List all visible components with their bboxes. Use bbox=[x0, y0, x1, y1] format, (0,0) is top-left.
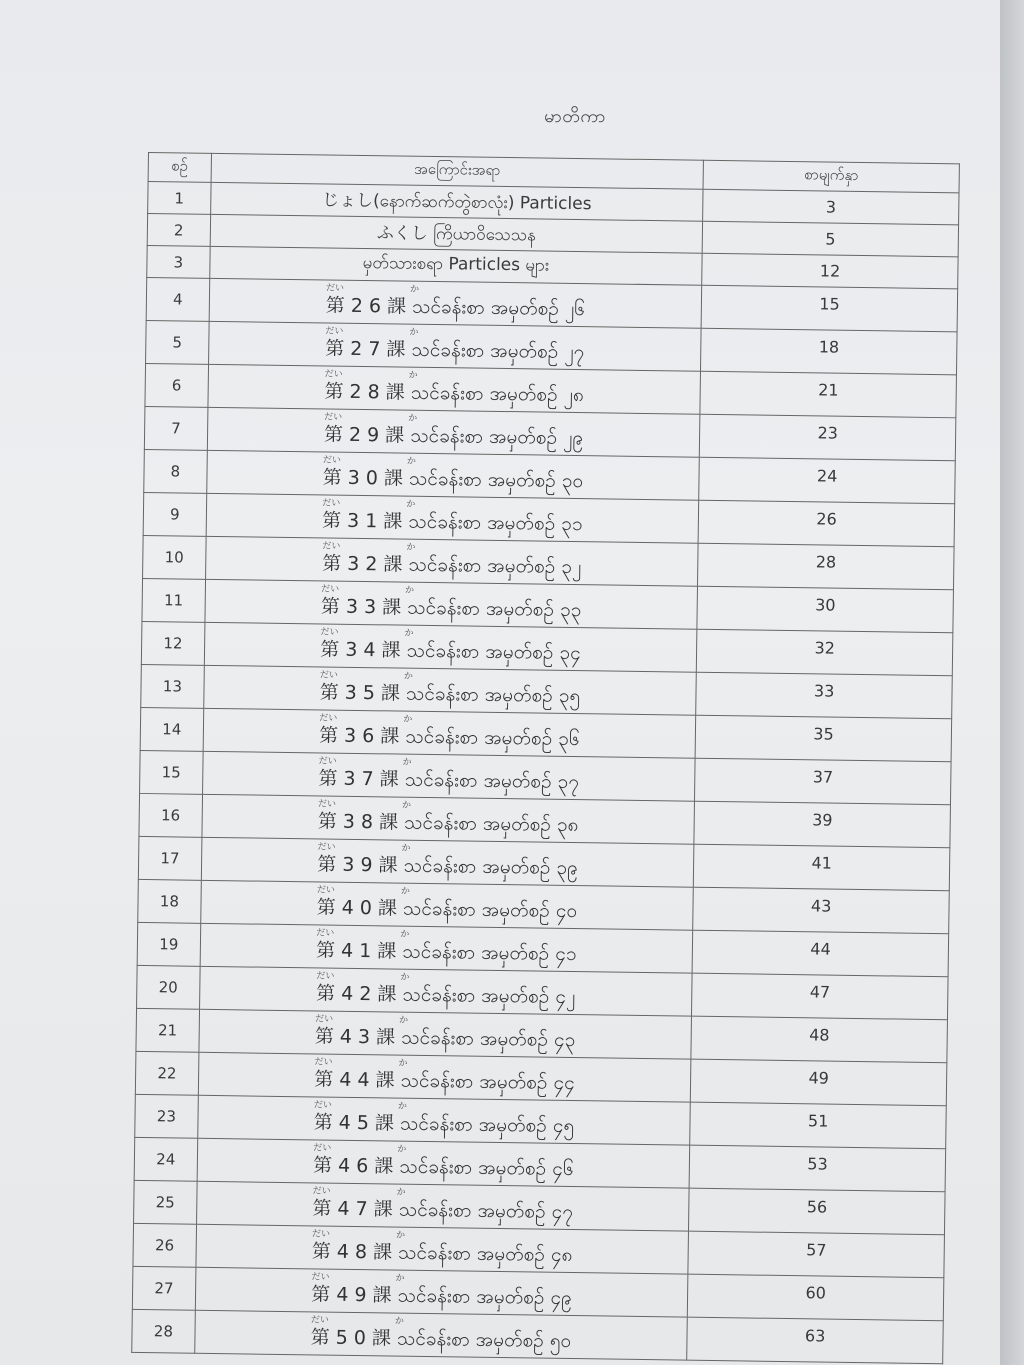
lesson-title bbox=[316, 970, 576, 1013]
row-page-cell bbox=[698, 543, 954, 590]
furigana-dai: だい bbox=[313, 1142, 332, 1154]
row-topic-cell bbox=[195, 1267, 688, 1317]
furigana-dai: だい bbox=[316, 884, 335, 896]
furigana-ka: か bbox=[409, 327, 419, 338]
furigana-ka: か bbox=[406, 542, 416, 553]
furigana-ka: か bbox=[403, 714, 413, 725]
row-topic-cell bbox=[208, 364, 701, 414]
row-page: 41 bbox=[811, 852, 833, 873]
row-topic: 第 3 5 課 သင်ခန်းစာ အမှတ်စဉ် ၃၅ bbox=[319, 680, 581, 707]
furigana-ka: か bbox=[394, 1316, 404, 1327]
row-number: 25 bbox=[134, 1180, 197, 1224]
row-topic-cell bbox=[196, 1181, 689, 1231]
furigana-dai: だい bbox=[316, 927, 335, 939]
furigana-dai: だい bbox=[322, 497, 341, 509]
lesson-title bbox=[312, 1185, 573, 1228]
row-topic: 第 3 2 課 သင်ခန်းစာ အမှတ်စဉ် ၃၂ bbox=[322, 551, 582, 578]
furigana-ka: か bbox=[398, 1058, 408, 1069]
row-topic-cell bbox=[202, 794, 695, 844]
row-topic: 第 2 9 課 သင်ခန်းစာ အမှတ်စဉ် ၂၉ bbox=[323, 422, 584, 449]
furigana-dai: だい bbox=[311, 1228, 331, 1240]
row-page-cell bbox=[694, 801, 950, 848]
row-page: 53 bbox=[807, 1153, 828, 1174]
row-number: 28 bbox=[132, 1309, 195, 1353]
row-page: 51 bbox=[807, 1110, 829, 1131]
row-topic: 第 3 6 課 သင်ခန်းစာ အမှတ်စဉ် ၃၆ bbox=[318, 723, 580, 750]
row-topic-cell bbox=[203, 708, 696, 758]
row-topic: 第 3 0 課 သင်ခန်းစာ အမှတ်စဉ် ၃၀ bbox=[322, 465, 584, 492]
row-topic-cell bbox=[199, 1009, 692, 1059]
row-topic: 第 3 8 課 သင်ခန်းစာ အမှတ်စဉ် ၃၈ bbox=[317, 809, 579, 836]
lesson-title bbox=[318, 798, 579, 841]
row-topic: 第 4 8 課 သင်ခန်းစာ အမှတ်စဉ် ၄၈ bbox=[311, 1239, 573, 1266]
lesson-title bbox=[318, 755, 579, 798]
row-page: 63 bbox=[804, 1325, 826, 1346]
row-topic: ふくし ကြိယာဝိသေသန bbox=[210, 214, 703, 253]
row-topic-cell bbox=[199, 966, 692, 1016]
row-page-cell bbox=[695, 715, 951, 762]
furigana-ka: か bbox=[399, 1015, 409, 1026]
row-number: 13 bbox=[141, 664, 204, 708]
lesson-title bbox=[322, 497, 583, 540]
row-topic-cell bbox=[203, 665, 696, 715]
row-number: 14 bbox=[140, 707, 203, 751]
row-number: 17 bbox=[138, 836, 201, 880]
row-page: 37 bbox=[812, 766, 834, 787]
furigana-ka: か bbox=[403, 671, 413, 682]
lesson-title bbox=[316, 884, 577, 927]
furigana-ka: か bbox=[396, 1187, 406, 1198]
lesson-title bbox=[325, 325, 585, 368]
row-number: 24 bbox=[134, 1137, 197, 1181]
row-page-cell bbox=[700, 414, 956, 461]
lesson-title bbox=[321, 583, 582, 626]
row-page: 56 bbox=[806, 1196, 828, 1217]
row-page: 12 bbox=[702, 253, 958, 289]
lesson-title bbox=[324, 368, 584, 411]
furigana-dai: だい bbox=[325, 282, 345, 294]
row-number: 4 bbox=[146, 277, 209, 321]
row-topic: 第 4 4 課 သင်ခန်းစာ အမှတ်စဉ် ၄၄ bbox=[314, 1067, 575, 1094]
row-page-cell bbox=[700, 371, 956, 418]
row-page-cell bbox=[701, 328, 957, 375]
page-edge-shadow bbox=[1000, 0, 1024, 1365]
furigana-ka: か bbox=[395, 1273, 405, 1284]
row-page-cell bbox=[696, 672, 952, 719]
row-page-cell bbox=[691, 1059, 947, 1106]
row-number: 9 bbox=[143, 492, 206, 536]
row-page-cell bbox=[699, 457, 955, 504]
row-number: 12 bbox=[141, 621, 204, 665]
row-page-cell bbox=[690, 1102, 946, 1149]
row-number: 18 bbox=[138, 879, 201, 923]
row-topic: 第 4 9 課 သင်ခန်းစာ အမှတ်စဉ် ၄၉ bbox=[311, 1282, 572, 1309]
furigana-ka: か bbox=[397, 1101, 407, 1112]
row-topic: 第 4 7 課 သင်ခန်းစာ အမှတ်စဉ် ၄၇ bbox=[312, 1196, 574, 1223]
row-page: 44 bbox=[810, 938, 831, 959]
row-number: 26 bbox=[133, 1223, 196, 1267]
lesson-title bbox=[319, 669, 580, 712]
furigana-dai: だい bbox=[317, 798, 337, 810]
row-topic: 第 5 0 課 သင်ခန်းစာ အမှတ်စဉ် ၅၀ bbox=[310, 1325, 572, 1352]
furigana-ka: か bbox=[395, 1230, 406, 1241]
lesson-title bbox=[315, 1013, 576, 1056]
row-topic: 第 4 1 課 သင်ခန်းစာ အမှတ်စဉ် ၄၁ bbox=[315, 938, 577, 965]
lesson-title bbox=[322, 540, 582, 583]
row-number: 10 bbox=[143, 535, 206, 579]
row-page: 21 bbox=[818, 379, 839, 400]
row-page: 18 bbox=[818, 336, 840, 357]
lesson-title bbox=[312, 1228, 573, 1271]
furigana-dai: だい bbox=[321, 583, 340, 595]
furigana-ka: か bbox=[401, 800, 412, 811]
row-topic-cell bbox=[201, 837, 694, 887]
lesson-title bbox=[324, 411, 584, 454]
row-topic-cell bbox=[207, 407, 700, 457]
furigana-dai: だい bbox=[314, 1056, 333, 1068]
row-topic-cell bbox=[197, 1138, 690, 1188]
furigana-dai: だい bbox=[315, 1013, 334, 1025]
lesson-title bbox=[322, 454, 583, 497]
row-page-cell bbox=[693, 887, 949, 934]
row-page: 30 bbox=[815, 594, 836, 615]
row-page-cell bbox=[692, 930, 948, 977]
contents-table bbox=[131, 152, 960, 1364]
row-page: 32 bbox=[814, 637, 836, 658]
lesson-title bbox=[320, 626, 581, 669]
row-topic: မှတ်သားစရာ Particles များ bbox=[209, 246, 702, 285]
furigana-ka: か bbox=[402, 757, 412, 768]
lesson-title bbox=[326, 282, 586, 325]
furigana-ka: か bbox=[405, 585, 415, 596]
row-page-cell bbox=[698, 500, 954, 547]
row-page-cell bbox=[688, 1274, 944, 1321]
row-topic: 第 4 6 課 သင်ခန်းစာ အမှတ်စဉ် ၄၆ bbox=[312, 1153, 574, 1180]
row-page: 15 bbox=[819, 293, 840, 314]
row-topic: 第 4 2 課 သင်ခန်းစာ အမှတ်စဉ် ၄၂ bbox=[315, 981, 576, 1008]
row-page: 43 bbox=[810, 895, 832, 916]
row-number: 3 bbox=[147, 245, 210, 278]
row-topic: 第 3 3 課 သင်ခန်းစာ အမှတ်စဉ် ၃၃ bbox=[320, 594, 582, 621]
row-topic: 第 4 5 課 သင်ခန်းစာ အမှတ်စဉ် ၄၅ bbox=[313, 1110, 575, 1137]
furigana-ka: か bbox=[408, 370, 418, 381]
row-page-cell bbox=[697, 586, 953, 633]
furigana-dai: だい bbox=[324, 368, 343, 380]
row-number: 21 bbox=[136, 1008, 199, 1052]
lesson-title bbox=[316, 927, 577, 970]
row-topic-cell bbox=[194, 1310, 687, 1360]
furigana-dai: だい bbox=[313, 1099, 332, 1111]
furigana-ka: か bbox=[404, 628, 414, 639]
table-body bbox=[132, 182, 959, 1364]
row-topic: 第 2 8 課 သင်ခန်းစာ အမှတ်စဉ် ၂၈ bbox=[324, 379, 584, 406]
row-topic-cell bbox=[196, 1224, 689, 1274]
furigana-dai: だい bbox=[322, 454, 341, 466]
row-page-cell bbox=[697, 629, 953, 676]
row-page-cell bbox=[701, 285, 957, 332]
row-number: 23 bbox=[135, 1094, 198, 1138]
furigana-dai: だい bbox=[324, 411, 343, 423]
furigana-dai: だい bbox=[319, 669, 338, 681]
row-topic: 第 3 9 課 သင်ခန်းစာ အမှတ်စဉ် ၃၉ bbox=[317, 852, 578, 879]
row-page: 57 bbox=[806, 1239, 827, 1260]
furigana-dai: だい bbox=[322, 540, 341, 552]
row-number: 20 bbox=[137, 965, 200, 1009]
row-number: 2 bbox=[147, 214, 210, 247]
furigana-ka: か bbox=[406, 456, 416, 467]
furigana-dai: だい bbox=[312, 1185, 331, 1197]
furigana-ka: か bbox=[409, 284, 420, 295]
lesson-title bbox=[310, 1314, 571, 1357]
furigana-dai: だい bbox=[319, 712, 338, 724]
row-page-cell bbox=[691, 1016, 947, 1063]
row-page: 60 bbox=[805, 1282, 827, 1303]
header-topic: အကြောင်းအရာ bbox=[211, 153, 704, 189]
row-page: 39 bbox=[812, 809, 833, 830]
row-topic-cell bbox=[208, 321, 701, 371]
row-topic: 第 2 6 課 သင်ခန်းစာ အမှတ်စဉ် ၂၆ bbox=[325, 293, 586, 320]
row-page: 5 bbox=[702, 221, 958, 257]
row-topic: じょし(နောက်ဆက်တွဲစာလုံး) Particles bbox=[210, 182, 703, 221]
furigana-dai: だい bbox=[318, 755, 337, 767]
header-page: စာမျက်နှာ bbox=[703, 160, 959, 193]
row-topic-cell bbox=[206, 493, 699, 543]
furigana-dai: だい bbox=[311, 1271, 330, 1283]
furigana-ka: か bbox=[397, 1144, 407, 1155]
row-page-cell bbox=[689, 1145, 945, 1192]
row-page: 49 bbox=[808, 1067, 830, 1088]
furigana-dai: だい bbox=[310, 1314, 329, 1326]
lesson-title bbox=[314, 1056, 575, 1099]
lesson-title bbox=[313, 1142, 574, 1185]
row-topic-cell bbox=[205, 536, 698, 586]
row-topic-cell bbox=[200, 880, 693, 930]
furigana-dai: だい bbox=[320, 626, 339, 638]
row-page-cell bbox=[695, 758, 951, 805]
row-number: 22 bbox=[135, 1051, 198, 1095]
furigana-ka: か bbox=[408, 413, 418, 424]
row-page: 3 bbox=[703, 189, 959, 225]
row-number: 5 bbox=[146, 320, 209, 364]
row-topic: 第 3 1 課 သင်ခန်းစာ အမှတ်စဉ် ၃၁ bbox=[321, 508, 583, 535]
row-topic: 第 4 0 課 သင်ခန်းစာ အမှတ်စဉ် ၄၀ bbox=[316, 895, 578, 922]
row-topic: 第 4 3 課 သင်ခန်းစာ အမှတ်စဉ် ၄၃ bbox=[314, 1024, 576, 1051]
row-number: 7 bbox=[144, 406, 207, 450]
page-title: မာတိကာ bbox=[544, 106, 606, 127]
furigana-ka: か bbox=[400, 929, 410, 940]
row-topic-cell bbox=[198, 1052, 691, 1102]
row-page-cell bbox=[688, 1231, 944, 1278]
lesson-title bbox=[319, 712, 580, 755]
row-number: 8 bbox=[144, 449, 207, 493]
furigana-ka: か bbox=[401, 843, 411, 854]
lesson-title bbox=[317, 841, 578, 884]
row-topic-cell bbox=[209, 278, 702, 328]
furigana-dai: だい bbox=[317, 841, 336, 853]
row-topic-cell bbox=[206, 450, 699, 500]
row-page: 24 bbox=[816, 465, 838, 486]
row-page: 35 bbox=[813, 723, 834, 744]
furigana-ka: か bbox=[406, 499, 416, 510]
furigana-ka: か bbox=[400, 972, 410, 983]
row-number: 16 bbox=[139, 793, 202, 837]
row-topic-cell bbox=[204, 622, 697, 672]
furigana-ka: か bbox=[400, 886, 410, 897]
header-no: စဉ် bbox=[148, 153, 211, 183]
row-topic: 第 3 4 課 သင်ခန်းစာ အမှတ်စဉ် ၃၄ bbox=[320, 637, 581, 664]
row-number: 27 bbox=[132, 1266, 195, 1310]
furigana-dai: だい bbox=[325, 325, 344, 337]
row-number: 1 bbox=[148, 182, 211, 215]
row-topic: 第 3 7 課 သင်ခန်းစာ အမှတ်စဉ် ၃၇ bbox=[318, 766, 580, 793]
row-page-cell bbox=[689, 1188, 945, 1235]
row-number: 11 bbox=[142, 578, 205, 622]
row-topic: 第 2 7 課 သင်ခန်းစာ အမှတ်စဉ် ၂၇ bbox=[325, 336, 585, 363]
row-page: 23 bbox=[817, 422, 839, 443]
row-page-cell bbox=[692, 973, 948, 1020]
row-topic-cell bbox=[202, 751, 695, 801]
row-page: 33 bbox=[813, 680, 835, 701]
row-page-cell bbox=[694, 844, 950, 891]
row-number: 6 bbox=[145, 363, 208, 407]
row-number: 19 bbox=[137, 922, 200, 966]
row-page-cell bbox=[687, 1317, 943, 1364]
row-topic-cell bbox=[205, 579, 698, 629]
row-topic-cell bbox=[200, 923, 693, 973]
row-page: 26 bbox=[816, 508, 837, 529]
row-page: 48 bbox=[809, 1024, 830, 1045]
row-number: 15 bbox=[140, 750, 203, 794]
furigana-dai: だい bbox=[316, 970, 335, 982]
row-topic-cell bbox=[197, 1095, 690, 1145]
row-page: 47 bbox=[809, 981, 831, 1002]
lesson-title bbox=[313, 1099, 574, 1142]
row-page: 28 bbox=[815, 551, 837, 572]
lesson-title bbox=[311, 1271, 572, 1314]
